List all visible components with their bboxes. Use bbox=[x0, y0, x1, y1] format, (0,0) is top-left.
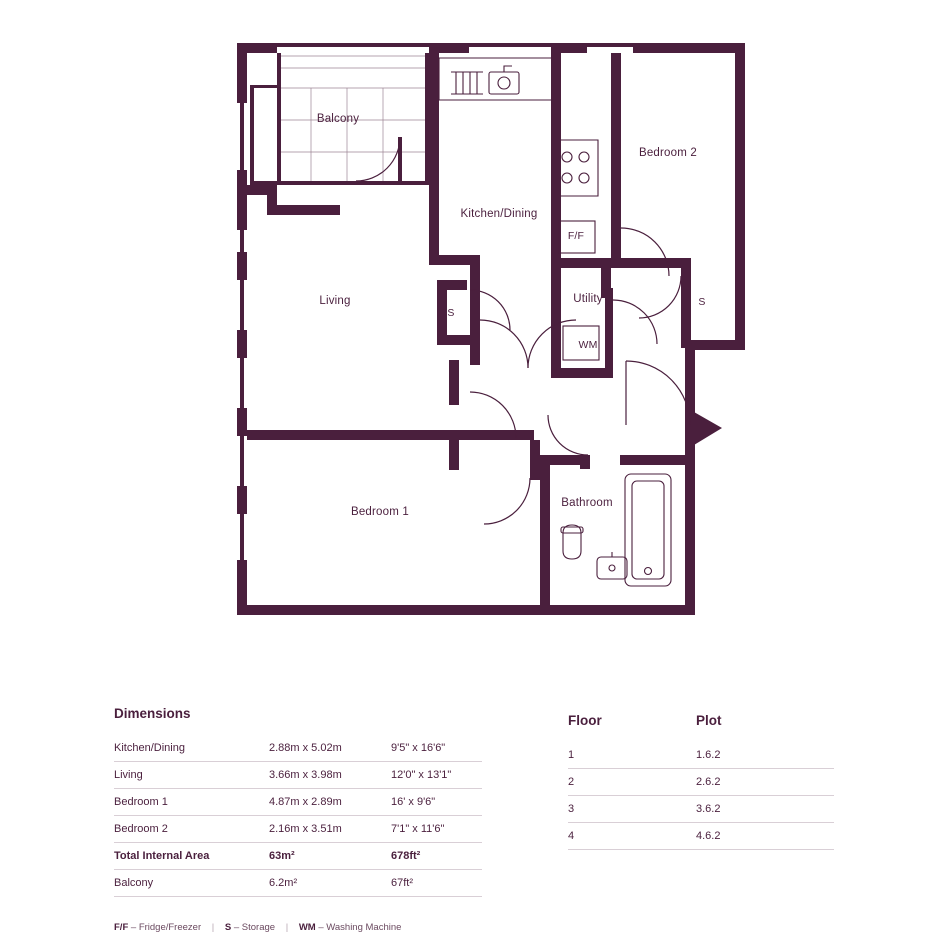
room-label-utility: Utility bbox=[573, 293, 603, 305]
legend-separator-1: | bbox=[211, 922, 215, 933]
dimension-room: Total Internal Area bbox=[114, 843, 269, 870]
legend-s-text: – Storage bbox=[233, 922, 276, 933]
dimensions-table bbox=[114, 735, 482, 897]
dimension-room: Bedroom 1 bbox=[114, 789, 269, 816]
table-header-row bbox=[568, 706, 834, 742]
legend-separator-2: | bbox=[285, 922, 289, 933]
legend-wm-text: – Washing Machine bbox=[318, 922, 402, 933]
table-row bbox=[114, 816, 482, 843]
floor-value: 4 bbox=[568, 823, 696, 850]
room-label-bathroom: Bathroom bbox=[561, 497, 613, 509]
plot-column-title: Plot bbox=[696, 713, 722, 728]
plot-value: 2.6.2 bbox=[696, 769, 834, 796]
dimension-metric: 4.87m x 2.89m bbox=[269, 789, 391, 816]
legend-ff-key: F/F bbox=[114, 922, 129, 933]
plot-value: 3.6.2 bbox=[696, 796, 834, 823]
plot-value: 4.6.2 bbox=[696, 823, 834, 850]
dimension-metric: 6.2m² bbox=[269, 870, 391, 897]
dimension-room: Kitchen/Dining bbox=[114, 735, 269, 762]
dimension-imperial: 9'5" x 16'6" bbox=[391, 735, 482, 762]
storage-right-label: S bbox=[698, 296, 706, 308]
room-label-balcony: Balcony bbox=[316, 113, 360, 125]
table-row bbox=[114, 762, 482, 789]
legend-wm-key: WM bbox=[298, 922, 316, 933]
table-row bbox=[568, 742, 834, 769]
dimension-room: Balcony bbox=[114, 870, 269, 897]
floor-value: 1 bbox=[568, 742, 696, 769]
storage-left-label: S bbox=[447, 307, 455, 319]
table-row bbox=[568, 823, 834, 850]
dimensions-block bbox=[114, 706, 482, 897]
dimension-metric: 3.66m x 3.98m bbox=[269, 762, 391, 789]
table-row bbox=[114, 789, 482, 816]
dimension-metric: 2.16m x 3.51m bbox=[269, 816, 391, 843]
legend-s-key: S bbox=[224, 922, 232, 933]
floor-value: 2 bbox=[568, 769, 696, 796]
fridge-freezer-label: F/F bbox=[567, 230, 585, 242]
washing-machine-label: WM bbox=[578, 339, 598, 351]
legend-ff-text: – Fridge/Freezer bbox=[130, 922, 202, 933]
dimension-imperial: 67ft² bbox=[391, 870, 482, 897]
table-row-total bbox=[114, 843, 482, 870]
floor-column-title: Floor bbox=[568, 713, 602, 728]
dimension-metric: 63m² bbox=[269, 843, 391, 870]
dimensions-title: Dimensions bbox=[114, 706, 191, 721]
dimension-imperial: 7'1" x 11'6" bbox=[391, 816, 482, 843]
plot-value: 1.6.2 bbox=[696, 742, 834, 769]
dimension-room: Living bbox=[114, 762, 269, 789]
dimension-imperial: 16' x 9'6" bbox=[391, 789, 482, 816]
room-label-bedroom-2: Bedroom 2 bbox=[638, 147, 698, 159]
room-label-bedroom-1: Bedroom 1 bbox=[350, 506, 410, 518]
dimension-imperial: 678ft² bbox=[391, 843, 482, 870]
table-row bbox=[114, 735, 482, 762]
dimension-room: Bedroom 2 bbox=[114, 816, 269, 843]
legend bbox=[114, 922, 401, 933]
floor-plot-block bbox=[568, 706, 834, 850]
table-row bbox=[568, 769, 834, 796]
floor-value: 3 bbox=[568, 796, 696, 823]
dimension-metric: 2.88m x 5.02m bbox=[269, 735, 391, 762]
room-label-kitchen-dining: Kitchen/Dining bbox=[460, 208, 538, 220]
table-row bbox=[568, 796, 834, 823]
dimension-imperial: 12'0" x 13'1" bbox=[391, 762, 482, 789]
room-label-living: Living bbox=[319, 295, 351, 307]
walls-group bbox=[237, 43, 745, 615]
floor-plot-table bbox=[568, 706, 834, 850]
table-row bbox=[114, 870, 482, 897]
